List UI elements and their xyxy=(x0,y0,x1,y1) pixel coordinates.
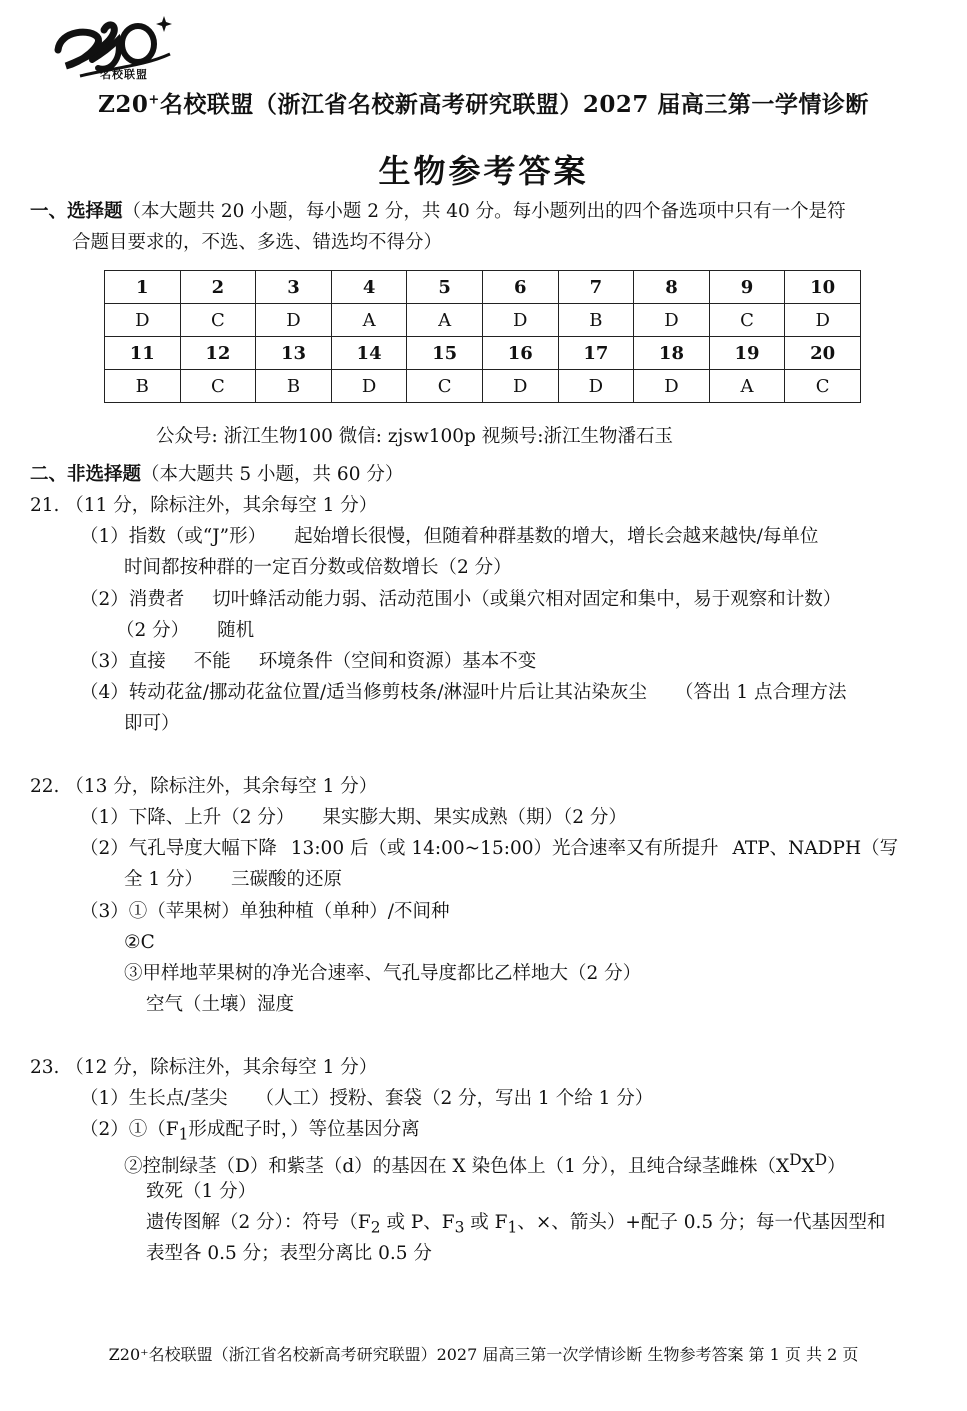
table-cell: 9 xyxy=(709,271,785,304)
q21-part2-cont: （2 分） 随机 xyxy=(116,620,255,641)
table-cell: A xyxy=(407,304,483,337)
table-cell: D xyxy=(482,370,558,403)
table-cell: 8 xyxy=(634,271,710,304)
table-cell: D xyxy=(634,304,710,337)
q21-part4: （4）转动花盆/挪动花盆位置/适当修剪枝条/淋湿叶片后让其沾染灰尘 （答出 1 点合理方法 xyxy=(80,682,847,703)
table-cell: C xyxy=(180,304,256,337)
q22-part3-2: ②C xyxy=(124,932,155,953)
q21-header: 21. （11 分，除标注外，其余每空 1 分） xyxy=(30,495,378,516)
q22-part1: （1）下降、上升（2 分） 果实膨大期、果实成熟（期）（2 分） xyxy=(80,807,627,828)
logo-caption: 名校联盟 xyxy=(100,68,148,81)
table-cell: 13 xyxy=(256,337,332,370)
table-cell: C xyxy=(180,370,256,403)
table-cell: D xyxy=(482,304,558,337)
q21-part2: （2）消费者 切叶蜂活动能力弱、活动范围小（或巢穴相对固定和集中，易于观察和计数） xyxy=(80,589,842,610)
table-cell: 16 xyxy=(482,337,558,370)
q23-part2-3: 遗传图解（2 分）：符号（$F_2$ 或 P、$F_3$ 或 $F_1$、×、箭头）+配子 0.5 分；每一代基因型和 xyxy=(146,1212,886,1237)
table-cell: 5 xyxy=(407,271,483,304)
header-title: Z20+名校联盟（浙江省名校新高考研究联盟）2027 届高三第一学情诊断 xyxy=(98,91,869,118)
q22-part3-3-cont: 空气（土壤）湿度 xyxy=(146,994,295,1015)
table-cell: B xyxy=(256,370,332,403)
table-cell: 11 xyxy=(105,337,181,370)
table-cell: A xyxy=(331,304,407,337)
q21-part3: （3）直接 不能 环境条件（空间和资源）基本不变 xyxy=(80,651,537,672)
q23-part2-3-cont: 表型各 0.5 分；表型分离比 0.5 分 xyxy=(146,1243,432,1264)
q22-part3-3: ③甲样地苹果树的净光合速率、气孔导度都比乙样地大（2 分） xyxy=(124,963,642,984)
table-cell: 3 xyxy=(256,271,332,304)
answer-table xyxy=(104,270,861,403)
q22-part2: （2）气孔导度大幅下降 13:00 后（或 14:00~15:00）光合速率又有所提升 ATP、NADPH（写 xyxy=(80,838,899,859)
table-cell: 2 xyxy=(180,271,256,304)
q21-part1-cont: 时间都按种群的一定百分数或倍数增长（2 分） xyxy=(124,557,512,578)
page-title: 生物参考答案 xyxy=(378,152,589,190)
table-cell: 4 xyxy=(331,271,407,304)
q23-part2: $(2)①(F_1$形成配子时，）等位基因分离 xyxy=(80,1119,420,1144)
table-cell: 15 xyxy=(407,337,483,370)
q23-header: 23. （12 分，除标注外，其余每空 1 分） xyxy=(30,1057,378,1078)
table-cell: D xyxy=(331,370,407,403)
table-cell: D xyxy=(634,370,710,403)
q23-part2-2-cont: 致死（1 分） xyxy=(146,1181,257,1202)
table-cell: 14 xyxy=(331,337,407,370)
q22-part2-cont: 全 1 分） 三碳酸的还原 xyxy=(124,869,343,890)
table-row xyxy=(105,337,861,370)
table-cell: D xyxy=(785,304,861,337)
table-cell: 6 xyxy=(482,271,558,304)
table-cell: 7 xyxy=(558,271,634,304)
q23-part2-2: ②控制绿茎（D）和紫茎（d）的基因在 X 染色体上（1 分），且纯合绿茎雌株$(X^DX^D)$ xyxy=(124,1151,846,1178)
table-cell: 1 xyxy=(105,271,181,304)
table-cell: C xyxy=(407,370,483,403)
table-row xyxy=(105,304,861,337)
section1-intro: 一、选择题（本大题共 20 小题，每小题 2 分，共 40 分。每小题列出的四个备选项中只有一个是符 xyxy=(30,201,846,222)
page-footer: Z20⁺名校联盟（浙江省名校新高考研究联盟）2027 届高三第一次学情诊断 生物参考答案 第 1 页 共 2 页 xyxy=(108,1345,859,1364)
table-cell: C xyxy=(785,370,861,403)
table-cell: D xyxy=(105,304,181,337)
q21-part4-cont: 即可） xyxy=(124,713,180,734)
section1-intro-cont: 合题目要求的，不选、多选、错选均不得分） xyxy=(72,232,443,253)
table-row xyxy=(105,370,861,403)
table-cell: D xyxy=(558,370,634,403)
table-cell: 18 xyxy=(634,337,710,370)
table-cell: 10 xyxy=(785,271,861,304)
table-cell: 19 xyxy=(709,337,785,370)
table-cell: B xyxy=(105,370,181,403)
table-cell: C xyxy=(709,304,785,337)
table-cell: D xyxy=(256,304,332,337)
table-cell: 17 xyxy=(558,337,634,370)
contact-line: 公众号: 浙江生物100 微信: zjsw100p 视频号:浙江生物潘石玉 xyxy=(156,426,673,447)
q22-part3: （3）①（苹果树）单独种植（单种）/不间种 xyxy=(80,901,450,922)
table-cell: 20 xyxy=(785,337,861,370)
section2-intro: 二、非选择题（本大题共 5 小题，共 60 分） xyxy=(30,464,404,485)
q23-part1: （1）生长点/茎尖 （人工）授粉、套袋（2 分，写出 1 个给 1 分） xyxy=(80,1088,654,1109)
q22-header: 22. （13 分，除标注外，其余每空 1 分） xyxy=(30,776,378,797)
table-cell: A xyxy=(709,370,785,403)
table-row xyxy=(105,271,861,304)
table-cell: B xyxy=(558,304,634,337)
table-cell: 12 xyxy=(180,337,256,370)
q21-part1: （1）指数（或“J”形） 起始增长很慢，但随着种群基数的增大，增长会越来越快/每单位 xyxy=(80,526,819,547)
